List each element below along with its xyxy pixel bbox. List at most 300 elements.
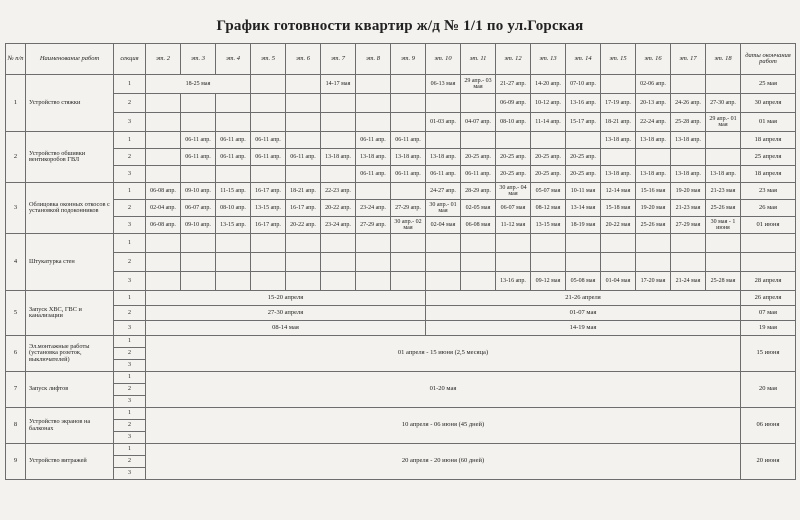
schedule-cell: 29 апр.- 03 мая (461, 75, 496, 94)
period-right: 14-19 мая (426, 321, 741, 336)
section-number: 1 (114, 372, 146, 384)
schedule-cell: 09-10 апр. (181, 217, 216, 234)
schedule-cell: 20-25 апр. (566, 166, 601, 183)
table-row (6, 408, 796, 420)
schedule-cell: 30 апр.- 02 мая (391, 217, 426, 234)
header-floor: эт. 16 (636, 44, 671, 75)
section-number: 3 (114, 113, 146, 132)
schedule-cell: 13-18 апр. (636, 166, 671, 183)
section-number: 1 (114, 234, 146, 253)
schedule-cell (391, 183, 426, 200)
schedule-cell: 06-11 апр. (251, 149, 286, 166)
schedule-cell: 27-29 апр. (356, 217, 391, 234)
section-number: 3 (114, 396, 146, 408)
section-number: 2 (114, 306, 146, 321)
work-number: 3 (6, 183, 26, 234)
schedule-cell (671, 149, 706, 166)
schedule-cell: 20-25 апр. (531, 166, 566, 183)
section-number: 1 (114, 132, 146, 149)
schedule-cell (321, 113, 356, 132)
schedule-cell (636, 234, 671, 253)
schedule-cell: 06-09 апр. (496, 94, 531, 113)
schedule-cell: 06-11 апр. (181, 149, 216, 166)
schedule-cell: 12-14 мая (601, 183, 636, 200)
schedule-cell: 10-12 апр. (531, 94, 566, 113)
deadline-cell: 25 апреля (741, 149, 796, 166)
schedule-cell (216, 166, 251, 183)
table-row (6, 321, 796, 336)
schedule-cell (531, 234, 566, 253)
section-number: 1 (114, 408, 146, 420)
section-number: 3 (114, 321, 146, 336)
schedule-cell (426, 132, 461, 149)
deadline-cell: 15 июня (741, 336, 796, 372)
schedule-cell: 13-18 апр. (321, 149, 356, 166)
schedule-cell (391, 253, 426, 272)
table-row (6, 217, 796, 234)
work-number: 7 (6, 372, 26, 408)
period-left: 15-20 апреля (146, 291, 426, 306)
schedule-cell (601, 149, 636, 166)
schedule-cell: 18-19 мая (566, 217, 601, 234)
schedule-cell: 15-16 мая (636, 183, 671, 200)
schedule-cell (181, 234, 216, 253)
table-row (6, 234, 796, 253)
schedule-cell: 20-25 апр. (461, 149, 496, 166)
schedule-cell: 30 мая - 1 июня (706, 217, 741, 234)
schedule-cell (461, 132, 496, 149)
schedule-cell: 04-07 апр. (461, 113, 496, 132)
schedule-cell: 16-17 апр. (286, 200, 321, 217)
schedule-cell (601, 234, 636, 253)
schedule-cell (356, 272, 391, 291)
schedule-cell: 18-21 апр. (601, 113, 636, 132)
deadline-cell: 20 мая (741, 372, 796, 408)
schedule-cell (426, 272, 461, 291)
schedule-cell: 10-11 мая (566, 183, 601, 200)
schedule-cell: 11-12 мая (496, 217, 531, 234)
schedule-cell: 20-22 апр. (321, 200, 356, 217)
table-row (6, 132, 796, 149)
schedule-cell (706, 149, 741, 166)
schedule-cell: 13-15 мая (531, 217, 566, 234)
schedule-cell (356, 113, 391, 132)
deadline-cell: 01 июня (741, 217, 796, 234)
schedule-cell (181, 166, 216, 183)
schedule-cell: 05-08 мая (566, 272, 601, 291)
work-name: Устройство экранов на балконах (26, 408, 114, 444)
schedule-cell (706, 75, 741, 94)
schedule-cell (496, 253, 531, 272)
schedule-cell (461, 234, 496, 253)
schedule-cell: 06-11 апр. (286, 149, 321, 166)
schedule-cell (216, 234, 251, 253)
period-left: 27-30 апреля (146, 306, 426, 321)
schedule-cell: 20-25 апр. (496, 149, 531, 166)
schedule-cell: 16-17 апр. (251, 217, 286, 234)
schedule-cell: 13-15 апр. (251, 200, 286, 217)
schedule-cell (181, 253, 216, 272)
schedule-cell (671, 253, 706, 272)
table-row (6, 253, 796, 272)
schedule-cell: 05-07 мая (531, 183, 566, 200)
header-floor: эт. 6 (286, 44, 321, 75)
schedule-cell (391, 94, 426, 113)
schedule-cell: 06-11 апр. (356, 166, 391, 183)
section-number: 3 (114, 166, 146, 183)
section-number: 2 (114, 456, 146, 468)
schedule-cell: 06-07 мая (496, 200, 531, 217)
schedule-cell (391, 234, 426, 253)
work-name: Запуск ХВС, ГВС и канализации (26, 291, 114, 336)
schedule-cell (601, 75, 636, 94)
period-cell: 01-20 мая (146, 372, 741, 408)
schedule-cell (251, 234, 286, 253)
table-row (6, 272, 796, 291)
schedule-cell (321, 272, 356, 291)
schedule-cell: 06-08 апр. (146, 183, 181, 200)
schedule-cell (391, 75, 426, 94)
section-number: 2 (114, 253, 146, 272)
deadline-cell: 23 мая (741, 183, 796, 200)
schedule-cell: 21-24 мая (671, 272, 706, 291)
period-right: 21-26 апреля (426, 291, 741, 306)
schedule-cell: 18-21 апр. (286, 183, 321, 200)
schedule-cell: 13-18 апр. (601, 166, 636, 183)
schedule-cell (251, 75, 286, 94)
header-name: Наименование работ (26, 44, 114, 75)
schedule-table (5, 43, 796, 480)
period-right: 01-07 мая (426, 306, 741, 321)
schedule-cell (356, 94, 391, 113)
period-cell: 20 апреля - 20 июня (60 дней) (146, 444, 741, 480)
schedule-cell (461, 272, 496, 291)
header-floor: эт. 17 (671, 44, 706, 75)
section-number: 2 (114, 149, 146, 166)
schedule-cell: 06-11 апр. (356, 132, 391, 149)
schedule-cell: 20-25 апр. (496, 166, 531, 183)
schedule-cell (216, 272, 251, 291)
section-number: 1 (114, 75, 146, 94)
deadline-cell: 28 апреля (741, 272, 796, 291)
schedule-cell (671, 234, 706, 253)
schedule-cell: 13-14 мая (566, 200, 601, 217)
schedule-cell: 29 апр.- 01 мая (706, 113, 741, 132)
deadline-cell (741, 253, 796, 272)
header-floor: эт. 5 (251, 44, 286, 75)
schedule-cell: 13-18 апр. (601, 132, 636, 149)
schedule-cell: 28-29 апр. (461, 183, 496, 200)
schedule-cell (706, 132, 741, 149)
deadline-cell: 30 апреля (741, 94, 796, 113)
deadline-cell: 18 апреля (741, 166, 796, 183)
schedule-cell (251, 94, 286, 113)
schedule-cell: 06-11 апр. (216, 149, 251, 166)
schedule-cell (146, 234, 181, 253)
table-row (6, 149, 796, 166)
schedule-cell (356, 234, 391, 253)
header-floor: эт. 2 (146, 44, 181, 75)
schedule-cell: 06-11 апр. (391, 166, 426, 183)
schedule-cell: 08-10 апр. (496, 113, 531, 132)
schedule-cell: 09-10 апр. (181, 183, 216, 200)
schedule-cell: 02-05 мая (461, 200, 496, 217)
schedule-cell: 06-11 апр. (181, 132, 216, 149)
section-number: 2 (114, 348, 146, 360)
schedule-cell: 22-23 апр. (321, 183, 356, 200)
work-name: Штукатурка стен (26, 234, 114, 291)
schedule-cell (426, 234, 461, 253)
schedule-cell (601, 253, 636, 272)
deadline-cell: 20 июня (741, 444, 796, 480)
section-number: 1 (114, 336, 146, 348)
schedule-cell: 23-24 апр. (321, 217, 356, 234)
schedule-cell: 20-13 апр. (636, 94, 671, 113)
schedule-cell (216, 113, 251, 132)
schedule-cell (461, 253, 496, 272)
schedule-cell (216, 94, 251, 113)
schedule-cell (566, 132, 601, 149)
schedule-cell: 13-18 апр. (391, 149, 426, 166)
work-number: 8 (6, 408, 26, 444)
schedule-cell: 19-20 мая (671, 183, 706, 200)
section-number: 1 (114, 183, 146, 200)
schedule-cell (321, 132, 356, 149)
section-number: 3 (114, 217, 146, 234)
schedule-cell (216, 253, 251, 272)
schedule-cell (146, 149, 181, 166)
schedule-cell: 21-23 мая (706, 183, 741, 200)
schedule-cell: 13-18 апр. (426, 149, 461, 166)
schedule-cell: 06-11 апр. (426, 166, 461, 183)
schedule-cell (566, 234, 601, 253)
schedule-cell (286, 253, 321, 272)
schedule-cell: 11-15 апр. (216, 183, 251, 200)
section-number: 2 (114, 94, 146, 113)
schedule-cell (391, 113, 426, 132)
header-floor: эт. 3 (181, 44, 216, 75)
work-number: 6 (6, 336, 26, 372)
schedule-cell: 06-11 апр. (251, 132, 286, 149)
schedule-body (6, 75, 796, 480)
deadline-cell: 26 апреля (741, 291, 796, 306)
schedule-cell: 23-24 апр. (356, 200, 391, 217)
schedule-cell (531, 253, 566, 272)
schedule-cell: 11-14 апр. (531, 113, 566, 132)
schedule-cell: 02-06 апр. (636, 75, 671, 94)
schedule-cell: 13-18 апр. (356, 149, 391, 166)
schedule-cell (566, 253, 601, 272)
schedule-cell: 25-26 мая (706, 200, 741, 217)
schedule-cell (181, 94, 216, 113)
deadline-cell: 19 мая (741, 321, 796, 336)
schedule-cell: 20-25 апр. (531, 149, 566, 166)
work-number: 2 (6, 132, 26, 183)
header-floor: эт. 10 (426, 44, 461, 75)
work-name: Устройство витражей (26, 444, 114, 480)
header-floor: эт. 13 (531, 44, 566, 75)
schedule-cell: 06-08 мая (461, 217, 496, 234)
period-left: 08-14 мая (146, 321, 426, 336)
work-number: 1 (6, 75, 26, 132)
deadline-cell: 01 мая (741, 113, 796, 132)
schedule-cell: 14-20 апр. (531, 75, 566, 94)
header-floor: эт. 4 (216, 44, 251, 75)
schedule-cell (251, 166, 286, 183)
schedule-cell: 02-04 мая (426, 217, 461, 234)
schedule-cell (636, 149, 671, 166)
schedule-cell (251, 272, 286, 291)
schedule-cell (146, 253, 181, 272)
schedule-cell: 09-12 мая (531, 272, 566, 291)
schedule-cell: 06-11 апр. (461, 166, 496, 183)
section-number: 2 (114, 420, 146, 432)
schedule-cell (706, 234, 741, 253)
schedule-cell: 07-10 апр. (566, 75, 601, 94)
schedule-cell: 06-11 апр. (391, 132, 426, 149)
work-number: 5 (6, 291, 26, 336)
schedule-cell: 22-24 апр. (636, 113, 671, 132)
schedule-cell: 08-10 апр. (216, 200, 251, 217)
schedule-cell (146, 113, 181, 132)
schedule-cell (496, 132, 531, 149)
table-row (6, 166, 796, 183)
schedule-cell: 15-18 мая (601, 200, 636, 217)
schedule-cell (286, 94, 321, 113)
schedule-cell (286, 272, 321, 291)
header-deadline: даты окончания работ (741, 44, 796, 75)
work-name: Устройство обшивки вентикоробов ГВЛ (26, 132, 114, 183)
schedule-cell (251, 253, 286, 272)
table-row (6, 336, 796, 348)
header-floor: эт. 14 (566, 44, 601, 75)
schedule-cell (286, 75, 321, 94)
schedule-cell: 21-23 мая (671, 200, 706, 217)
schedule-cell (531, 132, 566, 149)
schedule-cell (321, 166, 356, 183)
schedule-cell: 17-20 мая (636, 272, 671, 291)
work-name: Эл.монтажные работы (установка розеток, выключателей) (26, 336, 114, 372)
schedule-cell: 13-16 апр. (496, 272, 531, 291)
schedule-cell (286, 113, 321, 132)
section-number: 3 (114, 468, 146, 480)
schedule-cell: 01-03 апр. (426, 113, 461, 132)
schedule-cell: 06-08 апр. (146, 217, 181, 234)
section-number: 2 (114, 200, 146, 217)
header-floor: эт. 18 (706, 44, 741, 75)
header-floor: эт. 11 (461, 44, 496, 75)
schedule-cell: 08-12 мая (531, 200, 566, 217)
schedule-cell: 30 апр.- 01 мая (426, 200, 461, 217)
header-floor: эт. 8 (356, 44, 391, 75)
schedule-cell (286, 166, 321, 183)
schedule-cell (286, 234, 321, 253)
schedule-cell: 19-20 мая (636, 200, 671, 217)
schedule-cell: 25-28 мая (706, 272, 741, 291)
schedule-cell: 25-28 апр. (671, 113, 706, 132)
document-title: График готовности квартир ж/д № 1/1 по ул.Горская (216, 18, 584, 34)
schedule-cell (146, 132, 181, 149)
deadline-cell: 06 июня (741, 408, 796, 444)
schedule-cell (496, 234, 531, 253)
schedule-cell: 20-22 мая (601, 217, 636, 234)
schedule-cell: 27-30 апр. (706, 94, 741, 113)
schedule-cell: 06-07 апр. (181, 200, 216, 217)
deadline-cell: 25 мая (741, 75, 796, 94)
schedule-cell: 25-26 мая (636, 217, 671, 234)
header-floor: эт. 9 (391, 44, 426, 75)
deadline-cell: 18 апреля (741, 132, 796, 149)
schedule-cell: 13-18 апр. (706, 166, 741, 183)
header-num: № п/п (6, 44, 26, 75)
work-name: Облицовка оконных откосов с установкой подоконников (26, 183, 114, 234)
schedule-cell (181, 113, 216, 132)
schedule-cell (251, 113, 286, 132)
period-cell: 10 апреля - 06 июня (45 дней) (146, 408, 741, 444)
work-number: 9 (6, 444, 26, 480)
table-row (6, 306, 796, 321)
schedule-cell: 02-04 апр. (146, 200, 181, 217)
section-number: 3 (114, 432, 146, 444)
section-number: 2 (114, 384, 146, 396)
schedule-cell: 13-18 апр. (671, 132, 706, 149)
table-row (6, 113, 796, 132)
header-section: секция (114, 44, 146, 75)
schedule-cell (146, 272, 181, 291)
table-row (6, 444, 796, 456)
deadline-cell: 07 мая (741, 306, 796, 321)
table-row (6, 94, 796, 113)
period-cell: 01 апреля - 15 июня (2,5 месяца) (146, 336, 741, 372)
schedule-cell: 13-15 апр. (216, 217, 251, 234)
schedule-cell: 14-17 мая (321, 75, 356, 94)
section-number: 1 (114, 444, 146, 456)
section-number: 1 (114, 291, 146, 306)
work-name: Запуск лифтов (26, 372, 114, 408)
schedule-cell (426, 94, 461, 113)
schedule-cell: 13-18 апр. (671, 166, 706, 183)
schedule-cell: 24-27 апр. (426, 183, 461, 200)
table-row (6, 183, 796, 200)
schedule-cell: 20-22 апр. (286, 217, 321, 234)
schedule-cell: 27-29 мая (671, 217, 706, 234)
schedule-cell (146, 94, 181, 113)
work-name: Устройство стяжки (26, 75, 114, 132)
schedule-cell (356, 253, 391, 272)
table-row (6, 200, 796, 217)
schedule-cell: 06-13 мая (426, 75, 461, 94)
schedule-cell (321, 234, 356, 253)
deadline-cell (741, 234, 796, 253)
schedule-cell (391, 272, 426, 291)
schedule-cell: 21-27 апр. (496, 75, 531, 94)
header-row (6, 44, 796, 75)
work-number: 4 (6, 234, 26, 291)
deadline-cell: 26 мая (741, 200, 796, 217)
schedule-cell: 13-18 апр. (636, 132, 671, 149)
schedule-cell: 18-25 мая (146, 75, 251, 94)
section-number: 3 (114, 360, 146, 372)
schedule-cell: 13-16 апр. (566, 94, 601, 113)
table-row (6, 75, 796, 94)
header-floor: эт. 15 (601, 44, 636, 75)
table-row (6, 372, 796, 384)
schedule-cell (426, 253, 461, 272)
section-number: 3 (114, 272, 146, 291)
schedule-cell (636, 253, 671, 272)
schedule-cell: 06-11 апр. (216, 132, 251, 149)
schedule-cell (356, 75, 391, 94)
